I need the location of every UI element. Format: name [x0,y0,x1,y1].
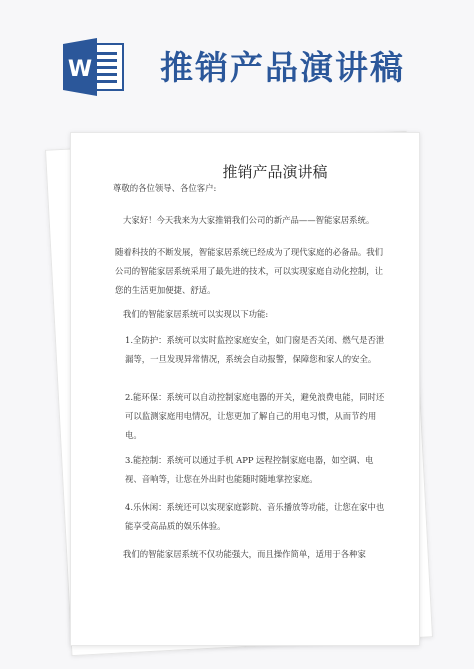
greeting: 尊敬的各位领导、各位客户: [113,183,217,193]
feature-3: 3.能控制：系统可以通过手机 APP 远程控制家庭电器，如空调、电视、音响等，让您在外出时也能随时随地掌控家庭。 [125,455,374,484]
word-icon [63,38,126,96]
document-title: 推销产品演讲稿 [222,163,328,181]
paragraph-2: 随着科技的不断发展，智能家居系统已经成为了现代家庭的必备品。我们公司的智能家居系统采用了最先进的技术，可以实现家庭自动化控制，让您的生活更加便捷、舒适。 [115,247,383,295]
paragraph-3: 我们的智能家居系统可以实现以下功能: [123,309,269,319]
header-title: 推销产品演讲稿 [160,48,405,87]
feature-2: 2.能环保：系统可以自动控制家庭电器的开关，避免浪费电能，同时还可以监测家庭用电情况，让您更加了解自己的用电习惯，从而节约用电。 [125,392,385,440]
feature-1: 1.全防护：系统可以实时监控家庭安全，如门窗是否关闭、燃气是否泄漏等，一旦发现异常情况，系统会自动报警，保障您和家人的安全。 [125,335,385,364]
document-page [70,132,420,646]
feature-4: 4.乐休闲：系统还可以实现家庭影院、音乐播放等功能，让您在家中也能享受高品质的娱乐体验。 [125,502,385,531]
paragraph-closing: 我们的智能家居系统不仅功能强大，而且操作简单，适用于各种家 [123,549,366,559]
logo-letter: W [67,57,93,82]
header [0,0,474,110]
paragraph-1: 大家好！今天我来为大家推销我们公司的新产品——智能家居系统。 [123,215,375,225]
